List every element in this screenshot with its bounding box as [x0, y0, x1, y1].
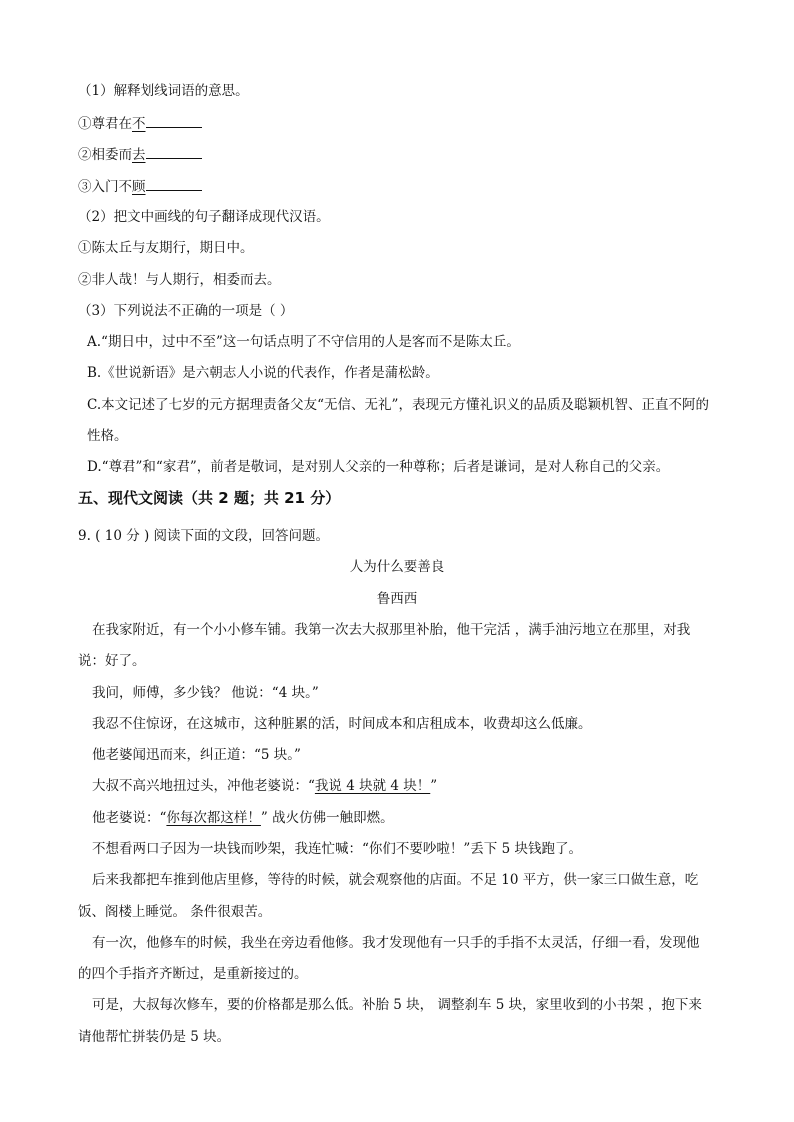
translate-sentence-2: ②非人哉！与人期行，相委而去。 — [78, 272, 281, 288]
option-b: B.《世说新语》是六朝志人小说的代表作，作者是蒲松龄。 — [87, 365, 439, 381]
paragraph-5: 大叔不高兴地扭过头，冲他老婆说：“我说 4 块就 4 块！” — [92, 778, 438, 794]
question-9-intro: 9. ( 10 分 ) 阅读下面的文段，回答问题。 — [78, 528, 330, 544]
paragraph-10-line-1: 可是，大叔每次修车，要的价格都是那么低。补胎 5 块， 调整刹车 5 块，家里收到的小书架 ，抱下来 — [92, 997, 702, 1013]
vocab-item-3: ③入门不顾 — [78, 177, 202, 196]
passage-title: 人为什么要善良 — [349, 559, 445, 575]
passage-author: 鲁西西 — [376, 591, 418, 607]
subquestion-3: （3）下列说法不正确的一项是（ ） — [78, 303, 294, 319]
paragraph-8-line-2: 饭、阁楼上睡觉。 条件很艰苦。 — [78, 904, 272, 920]
option-c-line-2: 性格。 — [87, 428, 128, 444]
vocab-item-2: ②相委而去 — [78, 145, 202, 164]
underlined-sentence: 你每次都这样！ — [166, 810, 261, 826]
option-a: A.“期日中，过中不至”这一句话点明了不守信用的人是客而不是陈太丘。 — [87, 334, 520, 350]
option-c-line-1: C.本文记述了七岁的元方据理责备父友“无信、无礼”，表现元方懂礼识义的品质及聪颖机智、正直不阿的 — [87, 397, 709, 413]
paragraph-3: 我忍不住惊讶，在这城市，这种脏累的活，时间成本和店租成本，收费却这么低廉。 — [92, 716, 592, 732]
translate-sentence-1: ①陈太丘与友期行，期日中。 — [78, 240, 254, 256]
paragraph-1-line-1: 在我家附近，有一个小小修车铺。我第一次去大叔那里补胎，他干完活 ，满手油污地立在那里，对我 — [92, 622, 691, 638]
underlined-sentence: 我说 4 块就 4 块！ — [314, 778, 431, 794]
answer-blank[interactable] — [146, 114, 202, 128]
paragraph-10-line-2: 请他帮忙拼装仍是 5 块。 — [78, 1029, 231, 1045]
paragraph-7: 不想看两口子因为一块钱而吵架，我连忙喊：“你们不要吵啦！”丢下 5 块钱跑了。 — [92, 841, 582, 857]
vocab-item-1: ①尊君在不 — [78, 114, 202, 133]
paragraph-9-line-2: 的四个手指齐齐断过，是重新接过的。 — [78, 966, 308, 982]
paragraph-6: 他老婆说：“你每次都这样！” 战火仿佛一触即燃。 — [92, 810, 394, 826]
paragraph-4: 他老婆闻迅而来，纠正道：“5 块。” — [92, 747, 301, 763]
underlined-word: 去 — [132, 147, 146, 163]
answer-blank[interactable] — [146, 177, 202, 191]
paragraph-2: 我问，师傅，多少钱？ 他说：“4 块。” — [92, 685, 319, 701]
option-d: D.“尊君”和“家君”，前者是敬词，是对别人父亲的一种尊称；后者是谦词，是对人称自己的父亲。 — [87, 459, 670, 475]
section-heading: 五、现代文阅读（共 2 题；共 21 分） — [78, 489, 341, 507]
paragraph-8-line-1: 后来我都把车推到他店里修，等待的时候，就会观察他的店面。不足 10 平方，供一家三口做生意，吃 — [92, 872, 699, 888]
underlined-word: 顾 — [132, 179, 146, 195]
paragraph-9-line-1: 有一次，他修车的时候，我坐在旁边看他修。我才发现他有一只手的手指不太灵活，仔细一看，发现他 — [92, 935, 700, 951]
paragraph-1-line-2: 说：好了。 — [78, 653, 146, 669]
underlined-word: 不 — [132, 116, 146, 132]
answer-blank[interactable] — [146, 145, 202, 159]
subquestion-2: （2）把文中画线的句子翻译成现代汉语。 — [78, 209, 330, 225]
subquestion-1: （1）解释划线词语的意思。 — [78, 83, 249, 99]
